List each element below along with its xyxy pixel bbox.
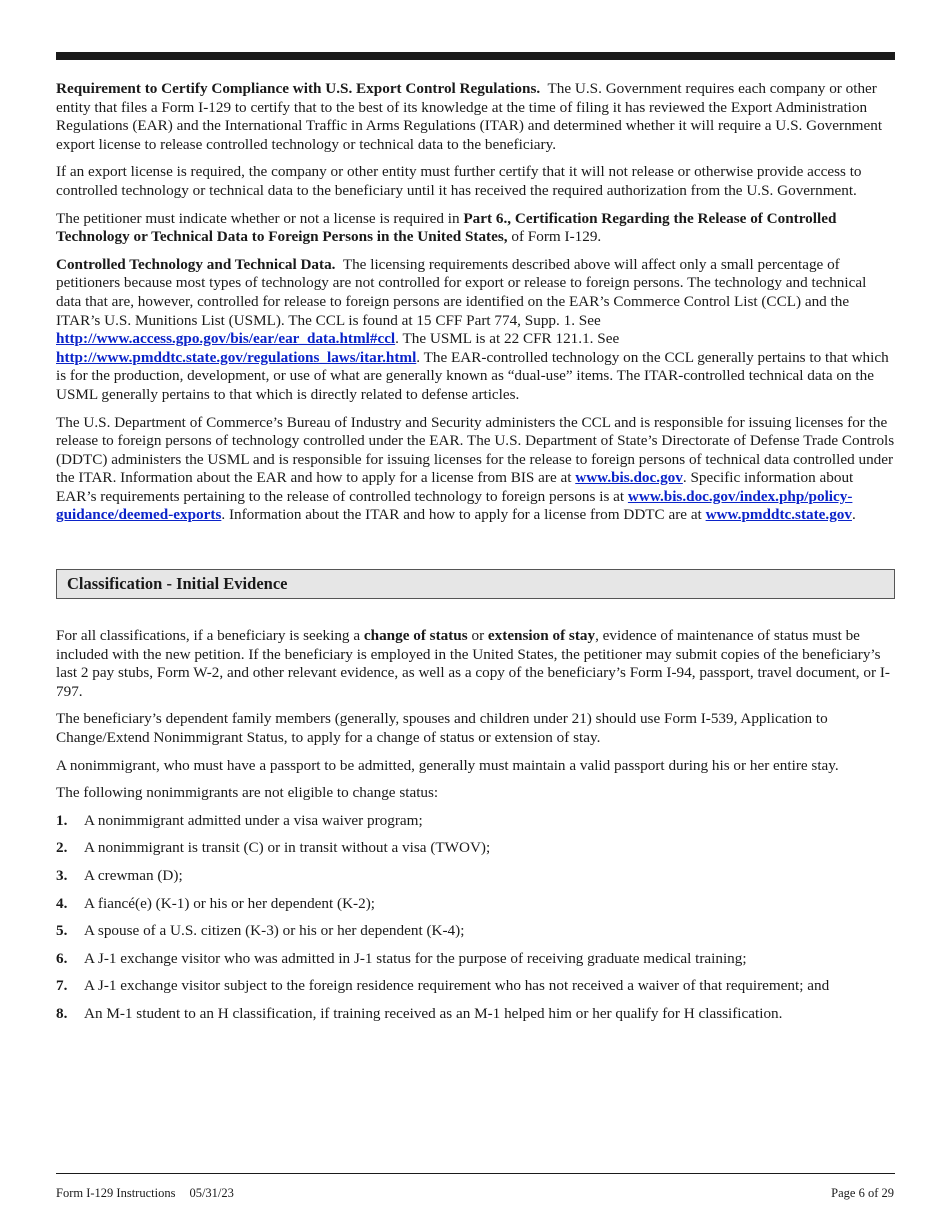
list-item: 5. A spouse of a U.S. citizen (K-3) or his or her dependent (K-4); <box>56 922 465 940</box>
itar-link[interactable]: http://www.pmddtc.state.gov/regulations_laws/itar.html <box>56 348 417 366</box>
export-control-paragraph: Requirement to Certify Compliance with U.S. Export Control Regulations. The U.S. Government requires each company or other entity that files a Form I-129 to certify that to the best of its knowledge at the time of filing it has reviewed the Export Administration Regulations (EAR) and the International Traffic in Arms Regulations (ITAR) and determined whether it will require a U.S. Government export license to release controlled technology or technical data to the beneficiary. <box>56 80 883 153</box>
export-license-paragraph: If an export license is required, the company or other entity must further certify that it will not release or otherwise provide access to controlled technology or technical data to the beneficiary until it has received the required authorization from the U.S. Government. <box>56 163 862 199</box>
ineligible-list <box>56 812 895 1024</box>
maintenance-of-status-paragraph: For all classifications, if a beneficiary is seeking a change of status or extension of stay, evidence of maintenance of status must be included with the new petition. If the beneficiary is employed in the United States, the petitioner may submit copies of the beneficiary’s last 2 pay stubs, Form W-2, and other relevant evidence, as well as a copy of the beneficiary’s Form I-94, passport, travel document, or I-797. <box>56 627 890 700</box>
export-control-heading: Requirement to Certify Compliance with U.S. Export Control Regulations. <box>56 80 541 97</box>
petitioner-paragraph: The petitioner must indicate whether or not a license is required in Part 6., Certification Regarding the Release of Controlled Technology or Technical Data to Foreign Persons in the United States, of Form I-129. <box>56 209 837 246</box>
list-item: 4. A fiancé(e) (K-1) or his or her dependent (K-2); <box>56 894 375 912</box>
list-item: 3. A crewman (D); <box>56 867 183 884</box>
top-rule <box>56 52 895 60</box>
document-body <box>56 80 895 1033</box>
commerce-department-paragraph: The U.S. Department of Commerce’s Bureau of Industry and Security administers the CCL and is responsible for issuing licenses for the release to foreign persons of technology controlled under the EAR. The U.S. Department of State’s Directorate of Defense Trade Controls (DDTC) administers the USML and is responsible for issuing licenses for the release to foreign persons of technical data controlled under the ITAR. Information about the EAR and how to apply for a license from BIS are at www.bis.doc.gov. Specific information about EAR’s requirements pertaining to the release of controlled technology to foreign persons is at www.bis.doc.gov/index.php/policy-guidance/deemed-exports. Information about the ITAR and how to apply for a license from DDTC are at www.pmddtc.state.gov. <box>56 413 895 524</box>
pmddtc-link[interactable]: www.pmddtc.state.gov <box>705 506 852 524</box>
controlled-technology-paragraph: Controlled Technology and Technical Data. The licensing requirements described above will affect only a small percentage of petitioners because most types of technology are not controlled for export or release to foreign persons. The technology and technical data that are, however, controlled for release to foreign persons are identified on the EAR’s Commerce Control List (CCL) and the ITAR’s U.S. Munitions List (USML). The CCL is found at 15 CFF Part 774, Supp. 1. See http://www.access.gpo.gov/bis/ear/ear_data.html#ccl. The USML is at 22 CFR 121.1. See http://www.pmddtc.state.gov/regulations_laws/itar.html. The EAR-controlled technology on the CCL generally pertains to that which is for the production, development, or use of what are generally known as “dual-use” items. The ITAR-controlled technical data on the USML generally pertains to that which is directly related to defense articles. <box>56 255 889 403</box>
bis-link[interactable]: www.bis.doc.gov <box>575 469 683 487</box>
list-item: 7. A J-1 exchange visitor subject to the foreign residence requirement who has not received a waiver of that requirement; and <box>56 977 830 995</box>
list-item: 8. An M-1 student to an H classification, if training received as an M-1 helped him or her qualify for H classification. <box>56 1004 783 1022</box>
passport-paragraph: A nonimmigrant, who must have a passport to be admitted, generally must maintain a valid passport during his or her entire stay. <box>56 756 839 774</box>
footer-form-name: Form I-129 Instructions <box>56 1186 176 1200</box>
footer-rule <box>56 1173 895 1174</box>
ccl-link[interactable]: http://www.access.gpo.gov/bis/ear/ear_data.html#ccl <box>56 330 396 348</box>
footer-form-info <box>56 1186 234 1201</box>
list-item: 2. A nonimmigrant is transit (C) or in transit without a visa (TWOV); <box>56 839 491 857</box>
footer-page-number: Page 6 of 29 <box>831 1186 894 1200</box>
section-header-classification: Classification - Initial Evidence <box>56 569 895 599</box>
list-item: 1. A nonimmigrant admitted under a visa waiver program; <box>56 811 423 829</box>
controlled-technology-heading: Controlled Technology and Technical Data. <box>56 255 336 273</box>
deemed-exports-link[interactable]: www.bis.doc.gov/index.php/policy-guidance/deemed-exports <box>56 487 853 524</box>
dependents-paragraph: The beneficiary’s dependent family members (generally, spouses and children under 21) should use Form I-539, Application to Change/Extend Nonimmigrant Status, to apply for a change of status or extension of stay. <box>56 710 828 747</box>
list-item: 6. A J-1 exchange visitor who was admitted in J-1 status for the purpose of receiving graduate medical training; <box>56 949 747 967</box>
footer-date: 05/31/23 <box>189 1186 234 1200</box>
ineligible-intro: The following nonimmigrants are not eligible to change status: <box>56 784 439 802</box>
